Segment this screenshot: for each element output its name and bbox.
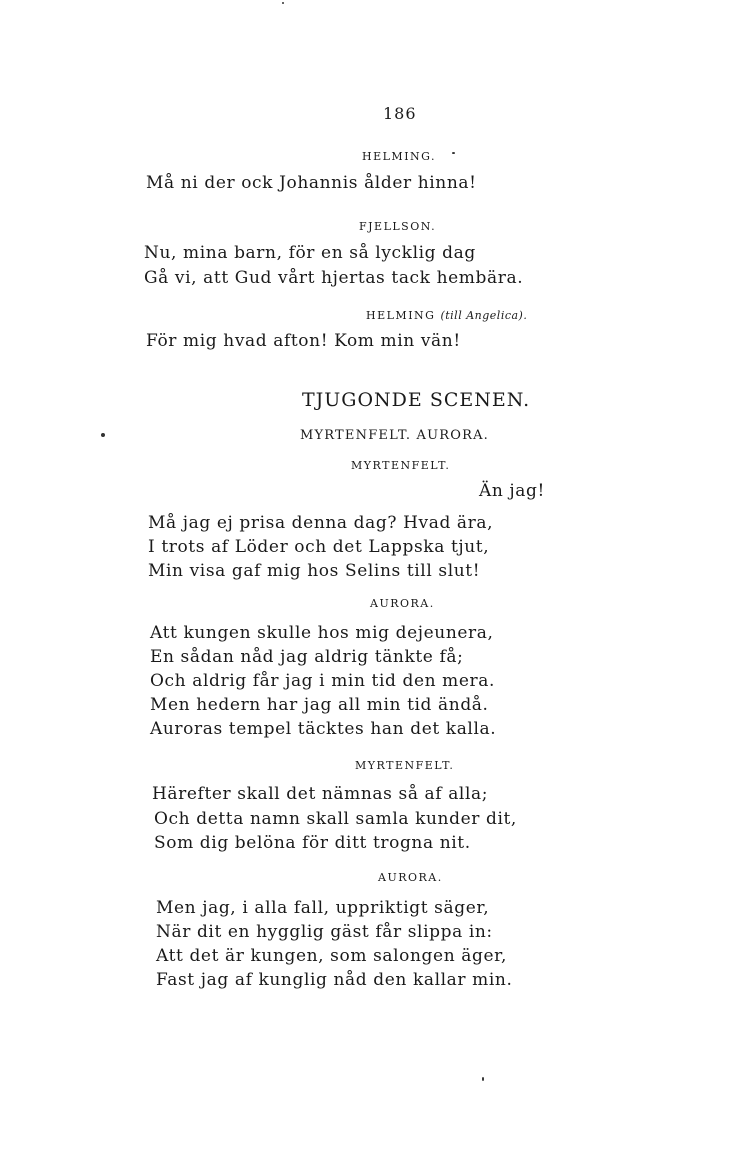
speaker-helming [366, 309, 527, 322]
scene-title: TJUGONDE SCENEN. [302, 389, 531, 411]
verse-line: I trots af Löder och det Lappska tjut, [148, 537, 490, 557]
scan-speck [282, 2, 284, 4]
verse-line: Men hedern har jag all min tid ändå. [150, 695, 489, 715]
page-number: 186 [383, 104, 417, 123]
verse-line: Och aldrig får jag i min tid den mera. [150, 671, 496, 691]
verse-line: Härefter skall det nämnas så af alla; [152, 784, 489, 804]
verse-line: Fast jag af kunglig nåd den kallar min. [156, 970, 513, 990]
speaker-name: HELMING [366, 309, 436, 322]
verse-line: När dit en hygglig gäst får slippa in: [156, 922, 493, 942]
verse-line: Än jag! [479, 481, 545, 501]
verse-line: Må ni der ock Johannis ålder hinna! [146, 173, 477, 193]
verse-line: Att det är kungen, som salongen äger, [156, 946, 507, 966]
speaker-myrtenfelt: MYRTENFELT. [355, 759, 455, 772]
speaker-aurora: AURORA. [378, 871, 443, 884]
verse-line: För mig hvad afton! Kom min vän! [146, 331, 461, 351]
stage-direction: (till Angelica). [440, 309, 528, 322]
verse-line: Men jag, i alla fall, uppriktigt säger, [156, 898, 490, 918]
verse-line: Min visa gaf mig hos Selins till slut! [148, 561, 481, 581]
verse-line: Och detta namn skall samla kunder dit, [154, 809, 517, 829]
scan-speck [101, 433, 105, 437]
verse-line: Att kungen skulle hos mig dejeunera, [150, 623, 494, 643]
verse-line: Gå vi, att Gud vårt hjertas tack hembära. [144, 268, 524, 288]
verse-line: En sådan nåd jag aldrig tänkte få; [150, 647, 464, 667]
scene-characters: MYRTENFELT. AURORA. [300, 428, 489, 443]
speaker-helming: HELMING. [362, 150, 437, 163]
verse-line: Auroras tempel täcktes han det kalla. [150, 719, 497, 739]
speaker-myrtenfelt: MYRTENFELT. [351, 459, 451, 472]
verse-line: Nu, mina barn, för en så lycklig dag [144, 243, 476, 263]
verse-line: Som dig belöna för ditt trogna nit. [154, 833, 471, 853]
speaker-fjellson: FJELLSON. [359, 220, 437, 233]
verse-line: Må jag ej prisa denna dag? Hvad ära, [148, 513, 494, 533]
speaker-aurora: AURORA. [370, 597, 435, 610]
scan-speck [452, 152, 455, 154]
scan-speck [482, 1077, 484, 1081]
